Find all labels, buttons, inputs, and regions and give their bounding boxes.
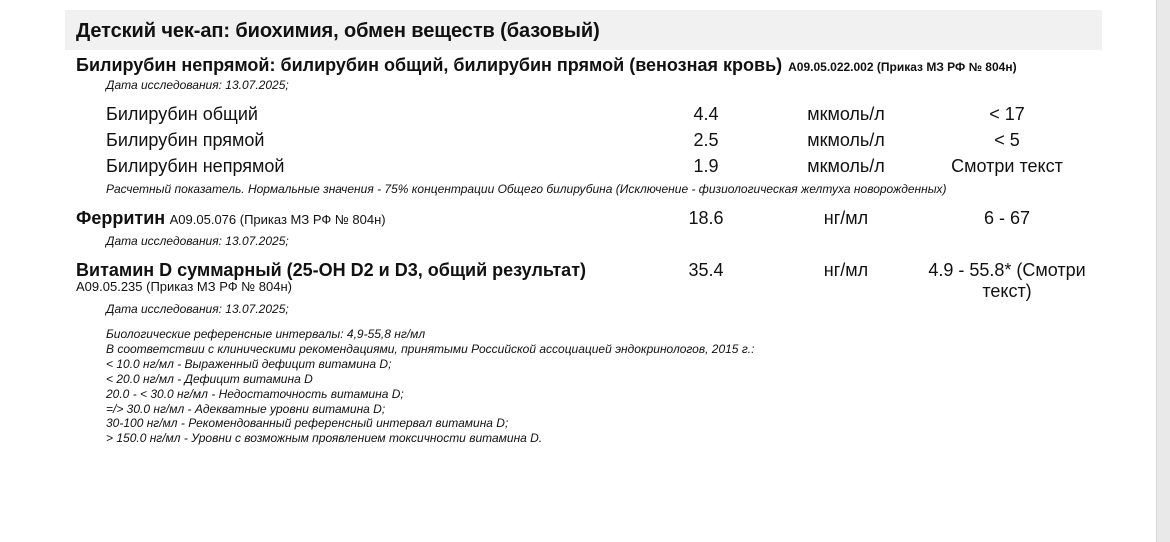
bilirubin-indirect-value: 1.9 xyxy=(693,156,719,176)
ferritin-header xyxy=(76,208,386,229)
bilirubin-direct-name: Билирубин прямой xyxy=(106,130,265,150)
bilirubin-indirect-name: Билирубин непрямой xyxy=(106,156,285,176)
vitamin-d-comment-line: Биологические референсные интервалы: 4,9-55,8 нг/мл xyxy=(106,327,426,341)
page-edge xyxy=(1156,0,1170,542)
section-header xyxy=(65,10,1102,50)
vitamin-d-unit: нг/мл xyxy=(823,260,869,280)
bilirubin-indirect-ref: Смотри текст xyxy=(951,156,1063,176)
vitamin-d-value: 35.4 xyxy=(688,260,724,280)
bilirubin-note: Расчетный показатель. Нормальные значения - 75% концентрации Общего билирубина (Исключение - физиологическая желтуха новорожденных) xyxy=(106,182,947,196)
bilirubin-indirect-unit: мкмоль/л xyxy=(807,156,885,176)
ferritin-ref: 6 - 67 xyxy=(983,208,1031,228)
bilirubin-total-name: Билирубин общий xyxy=(106,104,258,124)
bilirubin-direct-unit: мкмоль/л xyxy=(807,130,885,150)
bilirubin-code: A09.05.022.002 (Приказ МЗ РФ № 804н) xyxy=(788,60,1017,74)
ferritin-value: 18.6 xyxy=(688,208,724,228)
section-title: Детский чек-ап: биохимия, обмен веществ (базовый) xyxy=(76,20,600,42)
vitamin-d-comment-line: =/> 30.0 нг/мл - Адекватные уровни витамина D; xyxy=(106,401,386,416)
bilirubin-date: Дата исследования: 13.07.2025; xyxy=(106,78,289,92)
vitamin-d-comment-line: 20.0 - < 30.0 нг/мл - Недостаточность витамина D; xyxy=(106,386,404,401)
bilirubin-direct-ref: < 5 xyxy=(994,130,1020,150)
vitamin-d-ref-line2: текст) xyxy=(982,281,1032,301)
vitamin-d-comment-line: 30-100 нг/мл - Рекомендованный референсный интервал витамина D; xyxy=(106,416,509,431)
vitamin-d-title: Витамин D суммарный (25-OH D2 и D3, общий результат) xyxy=(76,260,587,280)
vitamin-d-comment-line: < 20.0 нг/мл - Дефицит витамина D xyxy=(106,371,313,386)
vitamin-d-date: Дата исследования: 13.07.2025; xyxy=(106,302,289,316)
bilirubin-direct-value: 2.5 xyxy=(693,130,719,150)
ferritin-title: Ферритин xyxy=(76,208,166,228)
vitamin-d-ref-line1: 4.9 - 55.8* (Смотри xyxy=(928,260,1086,280)
vitamin-d-comment-line: В соответствии с клиническими рекомендациями, принятыми Российской ассоциацией эндокринологов, 2015 г.: xyxy=(106,341,755,356)
bilirubin-total-ref: < 17 xyxy=(989,104,1025,124)
bilirubin-title: Билирубин непрямой: билирубин общий, билирубин прямой (венозная кровь) xyxy=(76,55,783,75)
ferritin-unit: нг/мл xyxy=(823,208,869,228)
vitamin-d-comment-line: < 10.0 нг/мл - Выраженный дефицит витамина D; xyxy=(106,356,392,371)
bilirubin-total-unit: мкмоль/л xyxy=(807,104,885,124)
vitamin-d-code: A09.05.235 (Приказ МЗ РФ № 804н) xyxy=(76,279,292,294)
bilirubin-header xyxy=(76,55,1017,76)
vitamin-d-comments xyxy=(106,327,754,446)
ferritin-code: A09.05.076 (Приказ МЗ РФ № 804н) xyxy=(169,212,386,227)
ferritin-date: Дата исследования: 13.07.2025; xyxy=(106,234,289,248)
vitamin-d-comment-line: > 150.0 нг/мл - Уровни с возможным проявлением токсичности витамина D. xyxy=(106,431,543,446)
bilirubin-total-value: 4.4 xyxy=(693,104,719,124)
